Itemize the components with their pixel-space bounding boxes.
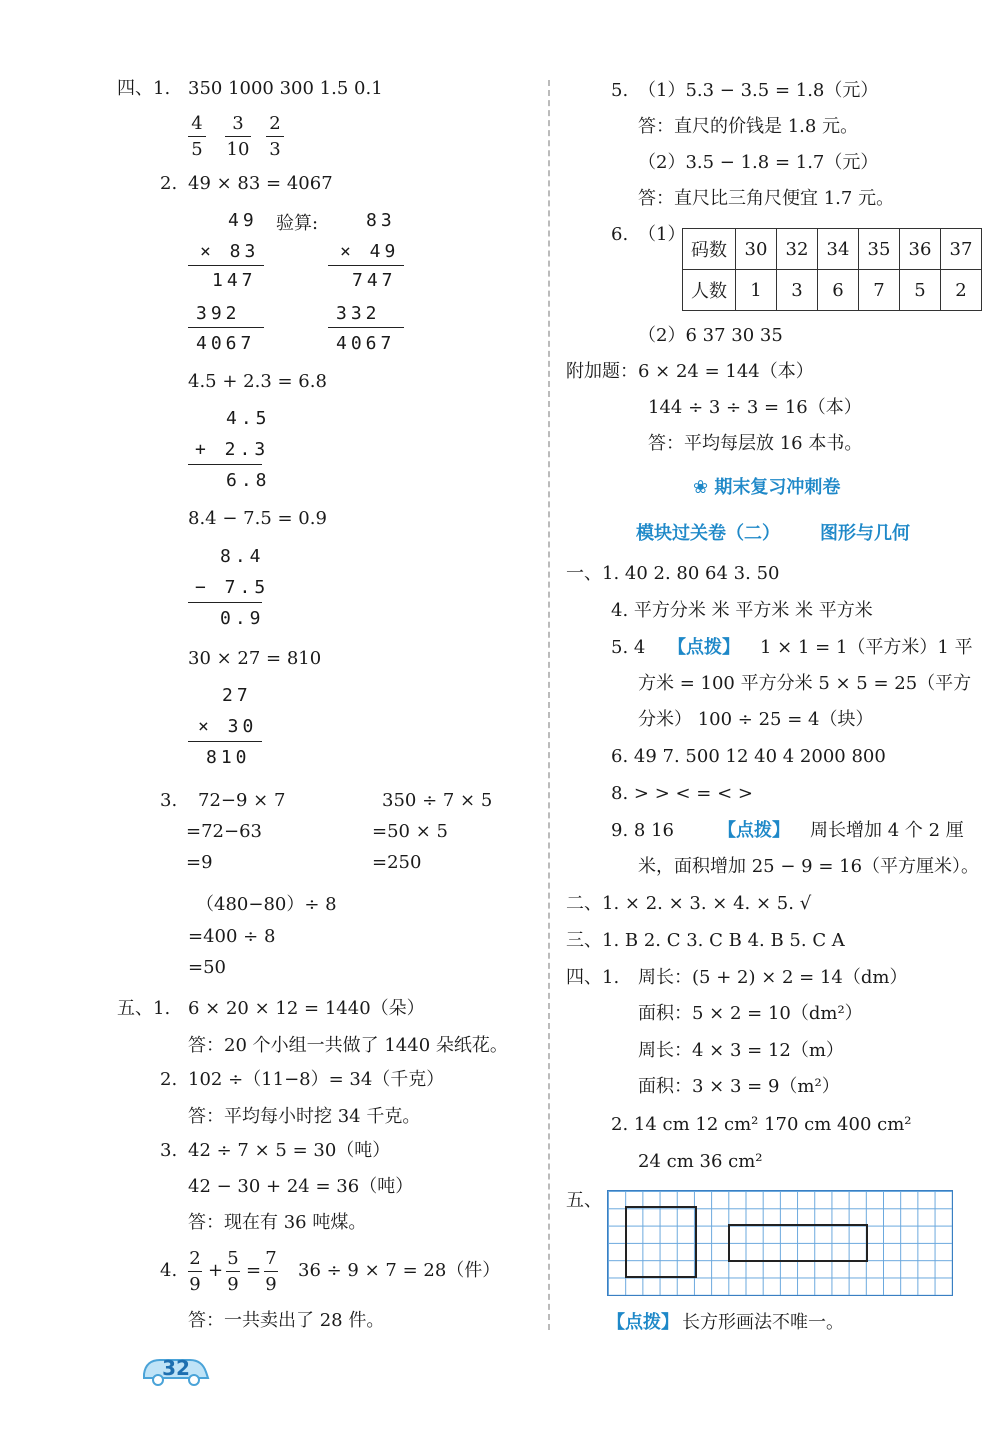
table-cell: 7 xyxy=(859,270,900,311)
q5-3-label: 3. xyxy=(160,1140,178,1161)
rule xyxy=(188,464,262,465)
mul2-op: × 49 xyxy=(340,241,400,262)
q5-1-equation: 6 × 20 × 12 = 1440（朵） xyxy=(188,998,425,1019)
r-q5-ans1: 答：直尺的价钱是 1.8 元。 xyxy=(638,116,859,137)
calc-line: （480−80）÷ 8 xyxy=(196,894,337,915)
one-line8: 8. > > < = < > xyxy=(611,783,753,804)
final-hint: 长方形画法不唯一。 xyxy=(682,1312,844,1333)
rule xyxy=(188,265,264,266)
r-q6-label: 6. xyxy=(611,224,629,245)
one-line5b: 方米 = 100 平方分米 5 × 5 = 25（平方 xyxy=(638,673,972,694)
q5-4-answer: 答：一共卖出了 28 件。 xyxy=(188,1310,385,1331)
mul3-equation: 30 × 27 = 810 xyxy=(188,648,322,669)
fraction: 2 3 xyxy=(266,115,284,159)
add-op: + 2.3 xyxy=(195,439,270,460)
r-q5-ans2: 答：直尺比三角尺便宜 1.7 元。 xyxy=(638,188,895,209)
r-q6-part1: （1） xyxy=(638,224,686,245)
mul1-top: 49 xyxy=(228,210,258,231)
mul1-result: 4067 xyxy=(196,333,256,354)
fraction: 7 9 xyxy=(265,1248,277,1295)
hint-tag: 【点拨】 xyxy=(668,637,740,658)
q4-3-label: 3. xyxy=(160,790,178,811)
table-cell: 6 xyxy=(818,270,859,311)
table-cell: 35 xyxy=(859,229,900,270)
shoe-size-table xyxy=(682,228,982,311)
fraction: 5 9 xyxy=(227,1248,239,1295)
table-cell: 37 xyxy=(941,229,982,270)
r-q5-line1: （1）5.3 − 3.5 = 1.8（元） xyxy=(638,80,879,101)
answer-rectangle xyxy=(728,1224,868,1262)
q5-4-equation: 36 ÷ 9 × 7 = 28（件） xyxy=(298,1260,501,1281)
two-line: 二、1. × 2. × 3. × 4. × 5. √ xyxy=(566,893,812,914)
paw-icon: ❀ xyxy=(693,477,709,498)
extra-line1: 6 × 24 = 144（本） xyxy=(638,361,814,382)
answer-rectangle xyxy=(625,1206,697,1278)
q5-2-equation: 102 ÷（11−8）= 34（千克） xyxy=(188,1069,445,1090)
r-q5-line2: （2）3.5 − 1.8 = 1.7（元） xyxy=(638,152,879,173)
plus-sign: + xyxy=(208,1260,224,1281)
sub-op: − 7.5 xyxy=(195,577,270,598)
one-5-label: 5. 4 xyxy=(611,637,646,658)
four-perimeter1: 周长：(5 + 2) × 2 = 14（dm） xyxy=(638,967,908,988)
mul3-result: 810 xyxy=(206,747,251,768)
section-title: ❀ 期末复习冲刺卷 xyxy=(693,477,841,498)
mul2-partial1: 747 xyxy=(352,270,397,291)
q5-2-answer: 答：平均每小时挖 34 千克。 xyxy=(188,1106,421,1127)
one-line5c: 分米） 100 ÷ 25 = 4（块） xyxy=(638,709,874,730)
calc-line: =250 xyxy=(372,852,422,873)
table-cell: 1 xyxy=(736,270,777,311)
fraction: 2 9 xyxy=(189,1248,201,1295)
five-label: 五、 xyxy=(566,1190,602,1211)
calc-line: 72−9 × 7 xyxy=(198,790,286,811)
calc-line: =72−63 xyxy=(186,821,262,842)
q5-2-label: 2. xyxy=(160,1069,178,1090)
verify-label: 验算: xyxy=(276,213,319,234)
calc-line: =50 × 5 xyxy=(372,821,448,842)
extra-line2: 144 ÷ 3 ÷ 3 = 16（本） xyxy=(648,397,862,418)
extra-answer: 答：平均每层放 16 本书。 xyxy=(648,433,863,454)
q4-2-label: 2. xyxy=(160,173,178,194)
table-cell: 5 xyxy=(900,270,941,311)
add-result: 6.8 xyxy=(226,470,271,491)
mul2-result: 4067 xyxy=(336,333,396,354)
mul1-partial1: 147 xyxy=(212,270,257,291)
calc-line: =400 ÷ 8 xyxy=(188,926,276,947)
fraction: 3 10 xyxy=(226,113,250,160)
mul3-top: 27 xyxy=(222,685,252,706)
rule xyxy=(188,327,264,328)
r-q5-label: 5. xyxy=(611,80,629,101)
sub-equation: 8.4 − 7.5 = 0.9 xyxy=(188,508,327,529)
rule xyxy=(328,327,404,328)
four-area1: 面积：5 × 2 = 10（dm²） xyxy=(638,1003,863,1024)
table-cell: 3 xyxy=(777,270,818,311)
q4-1-label: 四、1. xyxy=(117,78,171,99)
mul3-op: × 30 xyxy=(198,716,258,737)
mul2-partial2: 332 xyxy=(336,303,381,324)
table-cell: 36 xyxy=(900,229,941,270)
r-q6-part2: （2）6 37 30 35 xyxy=(638,325,783,346)
one-9-label: 9. 8 16 xyxy=(611,820,674,841)
mul2-top: 83 xyxy=(366,210,396,231)
hint-tag: 【点拨】 xyxy=(607,1312,679,1333)
equals-sign: = xyxy=(246,1260,262,1281)
q5-1-answer: 答：20 个小组一共做了 1440 朵纸花。 xyxy=(188,1035,508,1056)
fraction: 4 5 xyxy=(188,115,206,159)
rule xyxy=(188,602,262,603)
q4-2-equation: 49 × 83 = 4067 xyxy=(188,173,333,194)
rule xyxy=(328,265,404,266)
table-header: 人数 xyxy=(683,270,736,311)
module-title: 模块过关卷（二） xyxy=(636,523,780,544)
sub-top: 8.4 xyxy=(220,546,265,567)
q5-3-equation2: 42 − 30 + 24 = 36（吨） xyxy=(188,1176,414,1197)
q5-3-answer: 答：现在有 36 吨煤。 xyxy=(188,1212,367,1233)
extra-label: 附加题： xyxy=(566,361,638,382)
table-header: 码数 xyxy=(683,229,736,270)
module-subtitle: 图形与几何 xyxy=(820,523,910,544)
q5-1-label: 五、1. xyxy=(117,998,171,1019)
table-cell: 30 xyxy=(736,229,777,270)
add-top: 4.5 xyxy=(226,408,271,429)
sub-result: 0.9 xyxy=(220,608,265,629)
one-line5a: 1 × 1 = 1（平方米）1 平 xyxy=(760,637,973,658)
page-number: 32 xyxy=(162,1356,190,1380)
mul1-partial2: 392 xyxy=(196,303,241,324)
hint-tag: 【点拨】 xyxy=(718,820,790,841)
table-cell: 2 xyxy=(941,270,982,311)
q4-1-values: 350 1000 300 1.5 0.1 xyxy=(188,78,383,99)
one-line6: 6. 49 7. 500 12 40 4 2000 800 xyxy=(611,746,886,767)
one-line9a: 周长增加 4 个 2 厘 xyxy=(810,820,964,841)
calc-line: =9 xyxy=(186,852,213,873)
four-q2: 2. 14 cm 12 cm² 170 cm 400 cm² xyxy=(611,1114,912,1135)
four-perimeter2: 周长：4 × 3 = 12（m） xyxy=(638,1040,844,1061)
four-q2b: 24 cm 36 cm² xyxy=(638,1151,763,1172)
four-area2: 面积：3 × 3 = 9（m²） xyxy=(638,1076,840,1097)
calc-line: =50 xyxy=(188,957,226,978)
q5-3-equation: 42 ÷ 7 × 5 = 30（吨） xyxy=(188,1140,391,1161)
four-label: 四、1. xyxy=(566,967,620,988)
q5-4-label: 4. xyxy=(160,1260,178,1281)
page-number-badge xyxy=(140,1350,212,1388)
column-divider xyxy=(548,80,550,1330)
one-line4: 4. 平方分米 米 平方米 米 平方米 xyxy=(611,600,873,621)
rule xyxy=(188,741,262,742)
one-line1: 一、1. 40 2. 80 64 3. 50 xyxy=(566,563,780,584)
one-line9b: 米，面积增加 25 − 9 = 16（平方厘米）。 xyxy=(638,856,980,877)
three-line: 三、1. B 2. C 3. C B 4. B 5. C A xyxy=(566,930,845,951)
calc-line: 350 ÷ 7 × 5 xyxy=(382,790,493,811)
add-equation: 4.5 + 2.3 = 6.8 xyxy=(188,371,327,392)
mul1-op: × 83 xyxy=(200,241,260,262)
table-cell: 34 xyxy=(818,229,859,270)
table-cell: 32 xyxy=(777,229,818,270)
